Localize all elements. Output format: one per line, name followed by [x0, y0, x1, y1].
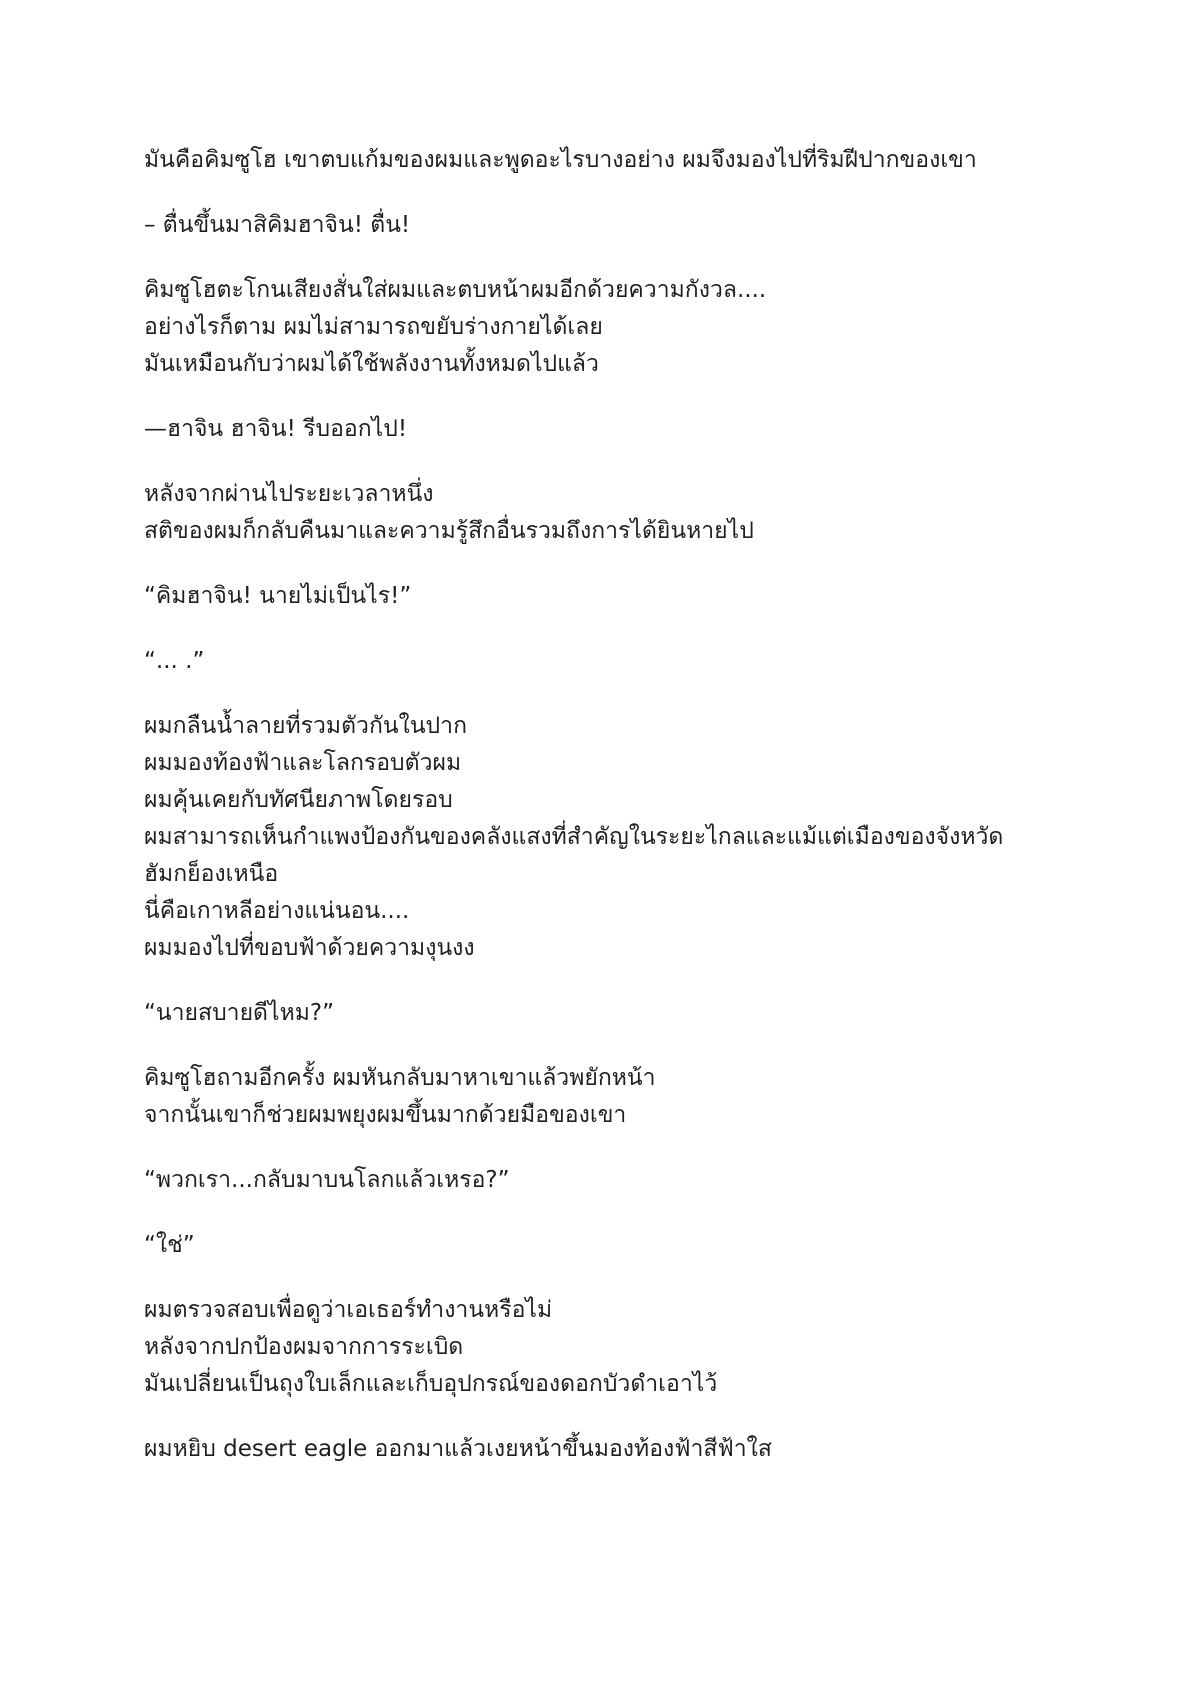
paragraph-13	[144, 1292, 1044, 1403]
text-line: ผมตรวจสอบเพื่อดูว่าเอเธอร์ทำงานหรือไม่	[144, 1297, 553, 1323]
text-line: “คิมฮาจิน! นายไม่เป็นไร!”	[144, 583, 412, 609]
paragraph-2	[144, 207, 1044, 244]
text-line: “พวกเรา...กลับมาบนโลกแล้วเหรอ?”	[144, 1167, 510, 1193]
text-line: สติของผมก็กลับคืนมาและความรู้สึกอื่นรวมถึงการได้ยินหายไป	[144, 518, 754, 544]
text-line: จากนั้นเขาก็ช่วยผมพยุงผมขึ้นมากด้วยมือของเขา	[144, 1102, 627, 1128]
text-line: ผมมองไปที่ขอบฟ้าด้วยความงุนงง	[144, 935, 475, 961]
paragraph-8	[144, 708, 1044, 967]
document-body	[144, 142, 1044, 1496]
text-line: ผมมองท้องฟ้าและโลกรอบตัวผม	[144, 750, 462, 776]
paragraph-9	[144, 995, 1044, 1032]
text-line: ฮัมกย็องเหนือ	[144, 861, 279, 887]
paragraph-14	[144, 1431, 1044, 1468]
paragraph-3	[144, 272, 1044, 383]
text-line: ผมสามารถเห็นกำแพงป้องกันของคลังแสงที่สำคัญในระยะไกลและแม้แต่เมืองของจังหวัด	[144, 824, 1004, 850]
paragraph-7	[144, 643, 1044, 680]
text-line: มันคือคิมซูโฮ เขาตบแก้มของผมและพูดอะไรบางอย่าง ผมจึงมองไปที่ริมฝีปากของเขา	[144, 147, 977, 173]
text-line: ผมคุ้นเคยกับทัศนียภาพโดยรอบ	[144, 787, 453, 813]
text-line: คิมซูโฮถามอีกครั้ง ผมหันกลับมาหาเขาแล้วพยักหน้า	[144, 1065, 656, 1091]
paragraph-12	[144, 1227, 1044, 1264]
paragraph-4	[144, 411, 1044, 448]
text-line: ผมหยิบ desert eagle ออกมาแล้วเงยหน้าขึ้นมองท้องฟ้าสีฟ้าใส	[144, 1436, 772, 1462]
text-line: – ตื่นขึ้นมาสิคิมฮาจิน! ตื่น!	[144, 212, 411, 238]
text-line: “นายสบายดีไหม?”	[144, 1000, 335, 1026]
text-line: อย่างไรก็ตาม ผมไม่สามารถขยับร่างกายได้เลย	[144, 314, 603, 340]
text-line: “ใช่”	[144, 1232, 195, 1258]
text-line: หลังจากปกป้องผมจากการระเบิด	[144, 1334, 464, 1360]
paragraph-11	[144, 1162, 1044, 1199]
text-line: มันเหมือนกับว่าผมได้ใช้พลังงานทั้งหมดไปแล้ว	[144, 351, 599, 377]
text-line: “... .”	[144, 648, 205, 674]
text-line: หลังจากผ่านไประยะเวลาหนึ่ง	[144, 481, 434, 507]
paragraph-5	[144, 476, 1044, 550]
paragraph-6	[144, 578, 1044, 615]
text-line: มันเปลี่ยนเป็นถุงใบเล็กและเก็บอุปกรณ์ของดอกบัวดำเอาไว้	[144, 1371, 718, 1397]
paragraph-1	[144, 142, 1044, 179]
text-line: ผมกลืนน้ำลายที่รวมตัวกันในปาก	[144, 713, 467, 739]
text-line: คิมซูโฮตะโกนเสียงสั่นใส่ผมและตบหน้าผมอีกด้วยความกังวล....	[144, 277, 767, 303]
text-line: นี่คือเกาหลีอย่างแน่นอน....	[144, 898, 410, 924]
text-line: —ฮาจิน ฮาจิน! รีบออกไป!	[144, 416, 408, 442]
paragraph-10	[144, 1060, 1044, 1134]
